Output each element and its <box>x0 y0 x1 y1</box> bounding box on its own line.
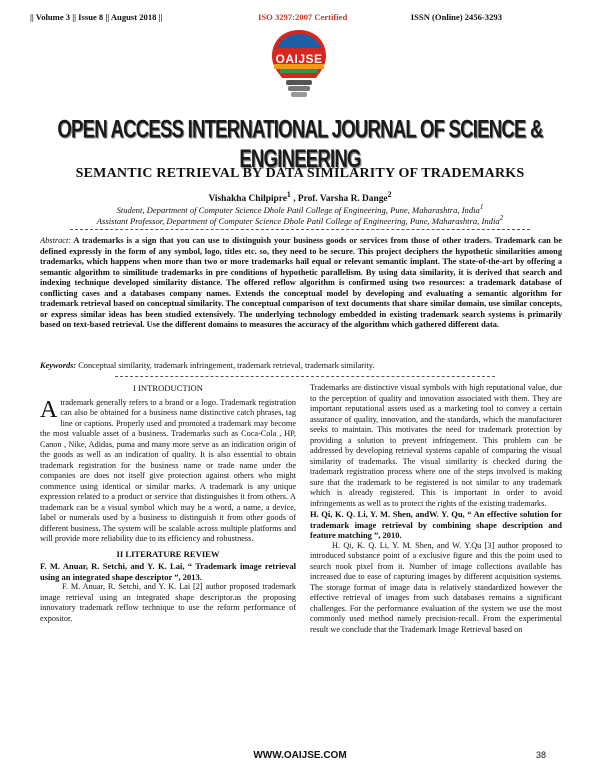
paper-title: SEMANTIC RETRIEVAL BY DATA SIMILARITY OF TRADEMARKS <box>75 166 525 181</box>
running-header <box>30 12 570 24</box>
footer-website: WWW.OAIJSE.COM <box>253 750 347 761</box>
keywords-label: Keywords: <box>40 361 77 370</box>
affiliation-2 <box>20 214 580 226</box>
affiliation-1-text: Student, Department of Computer Science Dhole Patil College of Engineering, Pune, Maharashtra, India <box>116 204 480 215</box>
author-2-sup: 2 <box>387 190 392 199</box>
author-1: Vishakha Chilpipre <box>208 194 287 205</box>
section-heading-intro: I INTRODUCTION <box>133 383 203 393</box>
logo-base-1 <box>286 80 312 85</box>
affiliation-2-text: Assistant Professor, Department of Computer Science Dhole Patil College of Engineering, Pune, Maharashtra, India <box>96 215 500 226</box>
ref1-title: F. M. Anuar, R. Setchi, and Y. K. Lai, “ Trademark image retrieval using an integrated shape descriptor ”, 2013. <box>40 561 296 582</box>
divider-top <box>70 229 530 230</box>
author-separator: , <box>290 194 298 205</box>
affiliation-2-sup: 2 <box>499 214 504 222</box>
author-1-sup: 1 <box>286 190 291 199</box>
affiliation-1-sup: 1 <box>479 203 484 211</box>
ref2-title: H. Qi, K. Q. Li, Y. M. Shen, andW. Y. Qu, “ An effective solution for trademark image retrieval by combining shape description and feature matching ”, 2010. <box>310 509 562 541</box>
intro-text: trademark generally refers to a brand or a logo. Trademark registration can also be obtained for a business name distinctive catch phrases, tag line or captions. Properly used and promoted a trademark may become the most valuable asset of a business. Trademarks such as Coca-Cola , HP, Canon , Nike, Adidas, puma and many more serve as an indication origin of the goods as well as an indication of quality. It is also essential to obtain trademark registration for the business name or trade name under the companies are does not itself give protection against others who might commence using identical or similar marks. A trademark is any unique expression related to a product or service that distinguishes it from others. A trademark can be a visual symbol which may be a word, a name, a device, label or numerals used by a business to distinguish it from other goods of different business. The system will be scalable across multiple platforms and will provide more reliability due to its efficiency and robustness. <box>40 397 296 544</box>
right-column <box>310 383 562 635</box>
author-2: Prof. Varsha R. Dange <box>297 194 388 205</box>
header-iso-certified: ISO 3297:2007 Certified <box>258 12 348 22</box>
header-issn: ISSN (Online) 2456-3293 <box>410 12 502 22</box>
keywords <box>40 361 562 372</box>
keywords-text: Conceptual similarity, trademark infringement, trademark retrieval, trademark similarity. <box>76 361 375 370</box>
section-heading-literature: II LITERATURE REVIEW <box>116 548 220 559</box>
right-paragraph-1: Trademarks are distinctive visual symbols with high reputational value, due to the perception of quality and innovation associated with them. They are important reputational assets used as a marketing tool to convey a certain assurance of quality, innovation, and the standards, which the manufacturer seeks to maintain. This motivates the need for trademark protection by providing a solution to prevent infringement. This problem can be addressed by developing retrieval systems capable of comparing the visual similarity of trademarks. The visual similarity is checked during the trademark registration process where one of the steps involved is making sure that the trademark to be registered is not similar to any trademark which is already registered. This is important in order to avoid infringements as well as to protect the rights of the existing trademarks. <box>310 383 562 508</box>
page-number: 38 <box>536 750 547 760</box>
ref1-body: F. M. Anuar, R. Setchi, and Y. K. Lai [2] author proposed trademark image retrieval using an integrated shape descriptor.as the proposing innovatory trademark reflow technique to use the reform performance of expositor. <box>40 582 296 623</box>
logo-base-3 <box>291 92 307 97</box>
abstract-text: A trademarks is a sign that you can use to distinguish your business goods or services from those of other traders. Trademark can be defined expressly in the form of any symbol, logo, titles etc. so, they need to be secure. This project deciphers the hypothetic similarities among trademarks, which happens when more than two or more trademarks hail equal or relevant semantic implant. The state-of-the-art by offering a semantic algorithm to similitude trademarks in pre conditions of hypothetic parallelism. By using data similarity, it is derived that search and indexing technique developed similarity distance. The offered reflow algorithm is confirmed using two resources: a trademark database of conflicting cases and a databases company names. Extends the conceptual model by developing and evaluating a semantic algorithm for trademark retrieval based on conceptual similarity. The conceptual comparison of text documents that share similar domain, use similar concepts, or express similar ideas has been studied extensively. The underlying technology embedded in existing trademark search systems is primarily based on text-based retrieval. Use the different domains to measures the accuracy of the algorithm which gathered different data. <box>40 236 562 330</box>
header-volume-info: || Volume 3 || Issue 8 || August 2018 || <box>30 12 163 22</box>
abstract <box>40 236 562 331</box>
paper-authors <box>20 190 580 204</box>
logo-band-green <box>280 69 318 73</box>
left-column <box>40 383 296 624</box>
abstract-label: Abstract: <box>40 236 72 245</box>
journal-name: OPEN ACCESS INTERNATIONAL JOURNAL OF SCIENCE & ENGINEERING <box>57 114 543 173</box>
dropcap: A <box>40 396 58 423</box>
logo-base-2 <box>288 86 310 91</box>
ref2-body: H. Qi, K. Q. Li, Y. M. Shen, and W. Y.Qu [3] author proposed to introduced substance point of a exclusive figure and this the point used to search nook pixel from it. Number of image collections available has increased due to ease of capturing images by different acquisition systems. The storage format of image data is relatively standardized however the effective retrieval of images from such databases remains a significant challenges. For the performance evaluation of the system we use the most commonly used method namely precision-recall. From the experimental result we conclude that the Trademark Image Retrieval based on <box>310 540 562 634</box>
logo-text: OAIJSE <box>275 52 323 66</box>
intro-paragraph <box>40 398 296 545</box>
journal-logo <box>268 28 330 108</box>
divider-keywords <box>115 376 495 377</box>
